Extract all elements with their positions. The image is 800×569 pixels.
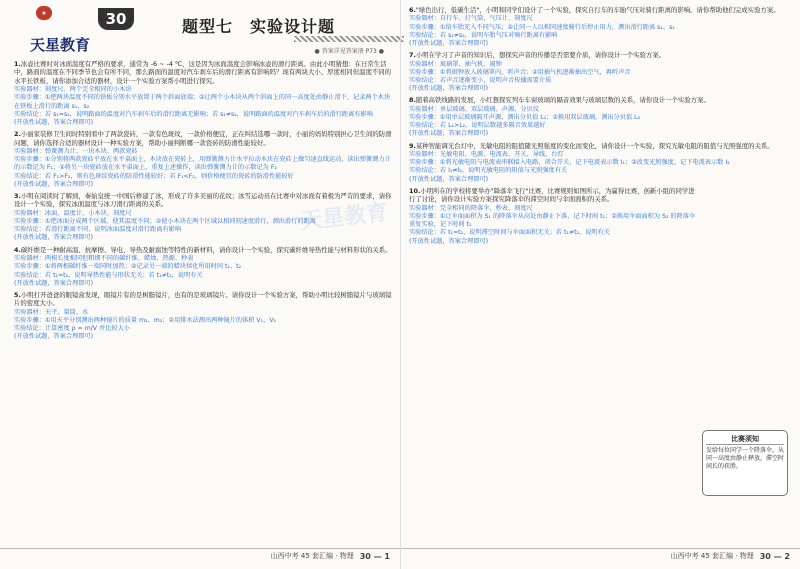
question-text (409, 51, 786, 59)
answer-line: (开放性试题，答案合理即可) (409, 130, 489, 138)
question-number: 3. (14, 192, 21, 201)
question-text (14, 192, 392, 209)
right-footer (401, 548, 800, 563)
question-body: 小明在学习了声音的知识后，想探究声音的传播是否需要介质，请你设计一个实验方案。 (415, 51, 666, 60)
footer-page-number: 30 — 1 (359, 551, 390, 561)
question-body: 冰壶比赛时对冰面温度有严格的要求，通常为 -6 ~ -4 ℃，这是因为冰面温度会影响冰壶的滑行距离。由此小明猜想：在日常生活中，路面的温度在不同季节也会有所不同，那么路面的温度对汽车刹车后的滑行距离有影响吗？现有两块大小、厚度相同但温度不同的水平长铁板，请你添加合适的器材，设计一个实验方案帮小明进行探究。 (14, 60, 392, 85)
question-block (14, 130, 392, 189)
question-block (409, 187, 786, 246)
answer-line: 实验器材：天平、量筒、水 (14, 308, 89, 316)
answer-line: 实验步骤：①把冰面分成两个区域，使其温度不同；②使小木块在两个区域以相同初速度滑行，测出滑行的距离 (14, 218, 316, 226)
question-block (409, 96, 786, 138)
left-footer (0, 548, 400, 563)
answer-line: (开放性试题，答案合理即可) (409, 237, 489, 245)
question-body: 小明所在的学校将要举办"降落伞飞行"比赛，比赛规则如图所示，为赢得比赛，创新小组的同学进行了讨论，请你设计实验方案探究降落伞的滞空时间与伞面面积的关系。 (409, 186, 695, 204)
answer-line: (开放性试题，答案合理即可) (409, 85, 489, 93)
question-number: 7. (409, 51, 416, 60)
question-text (409, 6, 786, 14)
brand-name: 天星教育 (30, 36, 91, 54)
question-block (14, 291, 392, 342)
question-text (14, 60, 392, 85)
question-number: 9. (409, 141, 416, 150)
answer-line: (开放性试题，答案合理即可) (14, 279, 94, 287)
question-block (409, 6, 786, 48)
question-body: 小明在阅读时了解到，秦始皇统一中国后修建了冰，形成了许多美丽的花纹；冰雪运动员在比赛中对冰面有着极为严苛的要求，请你设计一个实验，探究冰面温度与冰刀滑行距离的关系。 (14, 192, 392, 209)
answer-line: (开放性试题，答案合理即可) (409, 40, 489, 48)
decorative-stripe (294, 36, 404, 42)
answer-line: 实验器材：两根长度相同但粗细不同的碳纤维、蜡烛、热源、秒表 (14, 255, 194, 263)
answer-line: 实验步骤：①将闹钟放入玻璃罩内，听声音；②用抽气机逐渐抽出空气，再听声音 (409, 68, 631, 76)
question-block (409, 51, 786, 93)
question-body: "绿色出行，低碳生活"，小明和同学们设计了一个实验，探究自行车的车胎气压对骑行距离的影响。请你帮助他们完成实验方案。 (415, 6, 780, 14)
question-body: 随着高铁线路的发展，小红想探究列车车窗玻璃的隔音效果与玻璃层数的关系，请你设计一个实验方案。 (415, 96, 710, 105)
right-question-list (409, 6, 786, 246)
answer-line: 实验步骤：①让伞面面积为 S₁ 的降落伞从高处由静止下落，记下时间 t₁；②换用伞面面积为 S₂ 的降落伞重复实验，记下时间 t₂ (409, 212, 696, 229)
question-body: 小丽家装修卫生间时特别看中了两款瓷砖，一款有色斑纹，一款价格便宜，正在纠结选哪一款时，小丽的妈妈特别担心卫生间的防滑问题，请你选择合适的器材设计一种实验方案，帮助小丽判断哪一款瓷砖的防滑性能较好。 (14, 130, 392, 147)
answer-line: 实验器材：玻璃罩、抽气机、闹钟 (409, 60, 502, 68)
answer-line: 实验步骤：①给车胎充入不同气压；②让同一人以相同速度骑行后停止用力，测出滑行距离 s₁、s₂ (409, 23, 675, 31)
question-text (14, 291, 392, 308)
brand-logo-icon: ★ (36, 6, 52, 20)
answer-line: (开放性试题，答案合理即可) (14, 333, 94, 341)
question-body: 小明打开爸爸的眼镜盒发现，眼镜片有的是树脂镜片，也有的是玻璃镜片。请你设计一个实验方案，帮助小明比较树脂镜片与玻璃镜片的密度大小。 (14, 290, 392, 308)
question-text (409, 142, 786, 150)
right-page (400, 0, 800, 569)
page-header (14, 0, 392, 60)
answer-line: 实验器材：冰面、温度计、小木块、刻度尺 (14, 209, 132, 217)
question-number: 1. (14, 60, 21, 68)
question-body: 某种智能调光台灯中，光敏电阻的阻值随光照强度的变化而变化，请你设计一个实验，探究光敏电阻的阻值与光照强度的关系。 (415, 141, 774, 150)
answer-line: 实验器材：单层玻璃、双层玻璃、声源、分贝仪 (409, 105, 539, 113)
answer-line: 实验步骤：①将光敏电阻与电流表串联接入电路，闭合开关，记下电流表示数 I₁；②改变光照强度，记下电流表示数 I₂ (409, 159, 730, 167)
answer-line: 实验步骤：①把两块温度不同的铁板分别水平放置于两个斜面底端；②让两个小木块从两个斜面上的同一高度处由静止滑下，记录两个木块在铁板上滑行的距离 s₁、s₂ (14, 94, 391, 110)
question-number: 8. (409, 96, 416, 105)
answer-line: 实验步骤：①分别将两款瓷砖平放在水平桌面上，木块放在瓷砖上，用弹簧测力计水平拉动木块在瓷砖上做匀速直线运动，读出弹簧测力计的示数记为 F₁；②将另一块瓷砖放在水平桌面上，重复上述操作，读出弹簧测力计的示数记为 F₂ (14, 156, 391, 172)
footer-label: 山西中考 45 套汇编 · 物理 (270, 552, 354, 560)
question-text (14, 130, 392, 147)
answer-line: 实验结论：若 L₁>L₂，说明层数越多隔音效果越好 (409, 122, 546, 130)
question-block (14, 246, 392, 288)
answer-line: 实验器材：完全相同的降落伞、秒表、刻度尺 (409, 204, 533, 212)
answer-line: 实验结论：若 F₁>F₂，则有色斑纹瓷砖的防滑性能较好；若 F₁<F₂，则价格便宜的瓷砖的防滑性能较好 (14, 172, 294, 180)
answer-line: (开放性试题，答案合理即可) (14, 119, 94, 127)
answer-line: 实验结论：计算密度 ρ = m/V 并比较大小 (14, 325, 130, 333)
watermark: 天星教育 (299, 200, 390, 235)
answer-line: 实验器材：弹簧测力计、一块木块、两款瓷砖 (14, 148, 138, 156)
answer-line: (开放性试题，答案合理即可) (14, 180, 94, 188)
answer-line: 实验器材：自行车、打气筒、气压计、刻度尺 (409, 15, 533, 23)
question-number: 4. (14, 245, 21, 254)
answer-line: 实验结论：若 t₁=t₂，说明滞空时间与伞面面积无关；若 t₁≠t₂，说明有关 (409, 229, 610, 237)
question-number: 2. (14, 130, 21, 139)
answer-line: 实验结论：若 s₁=s₂，说明路面的温度对汽车刹车后的滑行距离无影响；若 s₁≠s₂，说明路面的温度对汽车刹车后的滑行距离有影响 (14, 110, 373, 118)
question-block (14, 60, 392, 127)
question-text (409, 96, 786, 104)
answer-line: (开放性试题，答案合理即可) (14, 234, 94, 242)
answer-line: 实验结论：若 t₁=t₂，说明导热性能与形状无关；若 t₁≠t₂，说明有关 (14, 271, 203, 279)
answer-line: (开放性试题，答案合理即可) (409, 175, 489, 183)
tip-title: 比赛须知 (706, 434, 784, 445)
answer-line: 实验器材：光敏电阻、电源、电流表、开关、导线、台灯 (409, 151, 564, 159)
answer-line: 实验步骤：①用单层玻璃隔开声源，测出分贝值 L₁；②换用双层玻璃，测出分贝值 L₂ (409, 114, 641, 122)
question-body: 碳纤维是一种耐高温、抗摩擦、导电、导热及耐腐蚀等特性的新材料，请你设计一个实验，探究碳纤维导热性能与材料形状的关系。 (20, 245, 392, 254)
answer-reference: ● 答案详见答案册 P73 ● (314, 48, 384, 55)
footer-label: 山西中考 45 套汇编 · 物理 (670, 552, 754, 560)
question-number: 5. (14, 290, 21, 299)
answer-line: 实验器材：刻度尺、两个完全相同的小木块 (14, 86, 132, 94)
section-title: 题型七 实验设计题 (182, 17, 336, 36)
tip-body: 发给每位同学一个降落伞，从同一高度由静止释放，滞空时间长的获胜。 (706, 447, 785, 470)
answer-line: 实验步骤：①用天平分别测出两种镜片的质量 m₁、m₂；②用排水法测出两种镜片的体积 V₁、V₂ (14, 316, 277, 324)
question-block (409, 142, 786, 184)
tip-box (702, 430, 788, 496)
question-text (409, 187, 699, 204)
section-number: 30 (98, 8, 134, 30)
answer-line: 实验结论：若声音逐渐变小，说明声音传播需要介质 (409, 77, 552, 85)
question-block (14, 192, 392, 243)
answer-line: 实验结论：若 s₁≠s₂，说明车胎气压对骑行距离有影响 (409, 31, 558, 39)
question-number: 10. (409, 186, 421, 195)
question-text (14, 246, 392, 254)
footer-page-number: 30 — 2 (759, 551, 790, 561)
answer-line: 实验结论：若 I₁≠I₂，说明光敏电阻的阻值与光照强度有关 (409, 167, 568, 175)
question-number: 6. (409, 6, 416, 14)
answer-line: 实验结论：若滑行距离不同，说明冰面温度对滑行距离有影响 (14, 226, 182, 234)
answer-line: 实验步骤：①将两根碳纤维一端同时加热；②记录另一端的蜡块熔化所用时间 t₁、t₂ (14, 263, 242, 271)
left-question-list (14, 60, 392, 342)
